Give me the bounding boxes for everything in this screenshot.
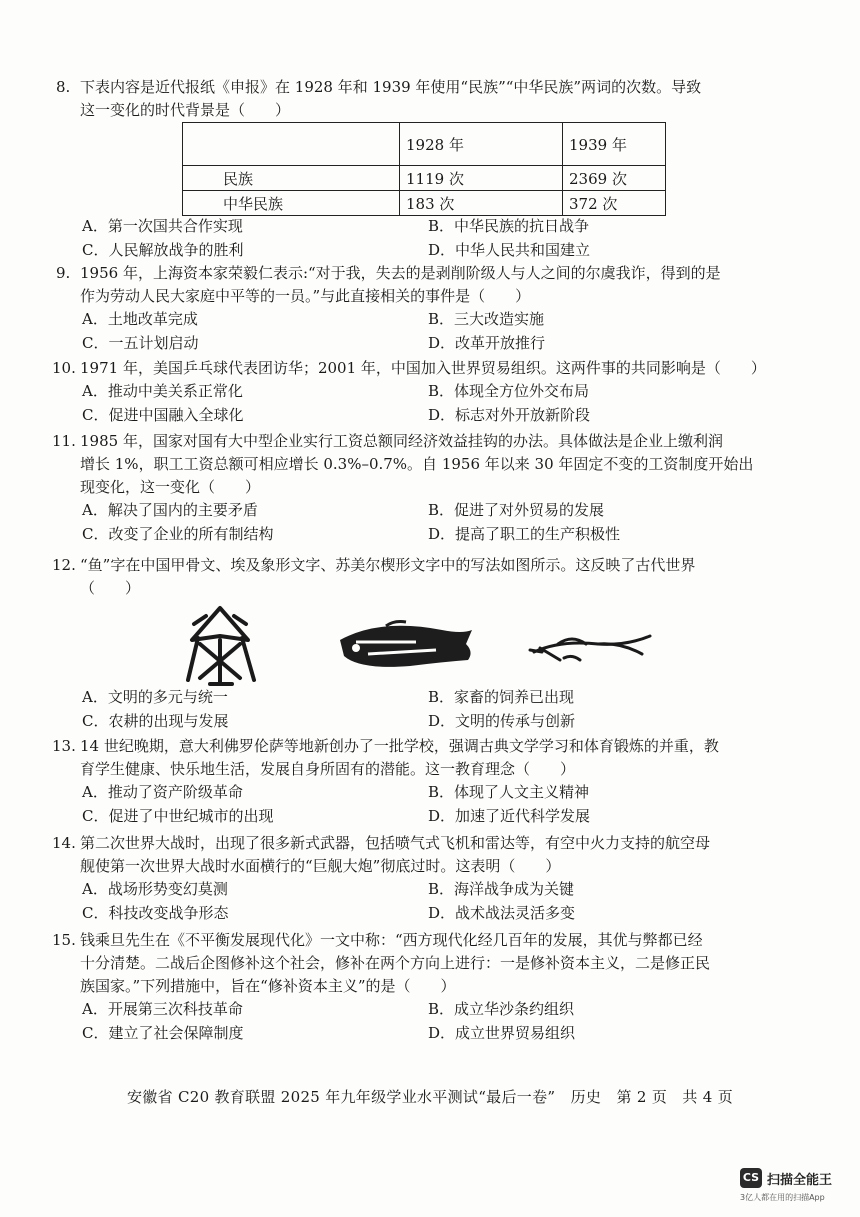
option-b[interactable]: B．三大改造实施 bbox=[428, 310, 545, 328]
option-c[interactable]: C．改变了企业的所有制结构 bbox=[82, 525, 274, 543]
question-12: 12. “鱼”字在中国甲骨文、埃及象形文字、苏美尔楔形文字中的写法如图所示。这反映了古代世界 （ ） bbox=[52, 556, 696, 597]
option-c[interactable]: C．促进了中世纪城市的出现 bbox=[82, 807, 274, 825]
option-c[interactable]: C．农耕的出现与发展 bbox=[82, 712, 229, 730]
question-15: 15. 钱乘旦先生在《不平衡发展现代化》一文中称：“西方现代化经几百年的发展，其优与弊都已经 十分清楚。二战后企图修补这个社会，修补在两个方向上进行：一是修补资本主义，二是修正民 族国家。”下列措施中，旨在“修补资本主义”的是（ ） A．开展第三次科技革命 B．成立华沙条约组织 C．建立了社会保障制度 D．成立世界贸易组织 bbox=[52, 929, 782, 1046]
logo-tagline: 3亿人都在用的扫描App bbox=[740, 1193, 825, 1202]
fish-script-figure bbox=[180, 600, 660, 690]
options-12 bbox=[52, 686, 782, 734]
egyptian-fish-icon bbox=[340, 622, 472, 667]
option-d[interactable]: D．标志对外开放新阶段 bbox=[428, 406, 591, 424]
option-d[interactable]: D．中华人民共和国建立 bbox=[428, 241, 591, 259]
option-a[interactable]: A．开展第三次科技革命 bbox=[82, 1000, 243, 1018]
option-d[interactable]: D．加速了近代科学发展 bbox=[428, 807, 591, 825]
question-8: 8. 下表内容是近代报纸《申报》在 1928 年和 1939 年使用“民族”“中华民族”两词的次数。导致 这一变化的时代背景是（ ） bbox=[56, 76, 786, 122]
statistics-table bbox=[182, 122, 666, 216]
question-stem: 8. 下表内容是近代报纸《申报》在 1928 年和 1939 年使用“民族”“中华民族”两词的次数。导致 bbox=[56, 78, 702, 96]
option-c[interactable]: C．人民解放战争的胜利 bbox=[82, 241, 244, 259]
page-footer: 安徽省 C20 教育联盟 2025 年九年级学业水平测试“最后一卷” 历史 第 2 页 共 4 页 bbox=[126, 1088, 733, 1106]
question-10: 10. 1971 年，美国乒乓球代表团访华；2001 年，中国加入世界贸易组织。这两件事的共同影响是（ ） A．推动中美关系正常化 B．体现全方位外交布局 C．促进中国融入全球化 D．标志对外开放新阶段 bbox=[52, 357, 782, 428]
option-d[interactable]: D．文明的传承与创新 bbox=[428, 712, 576, 730]
option-d[interactable]: D．战术战法灵活多变 bbox=[428, 904, 576, 922]
option-a[interactable]: A．土地改革完成 bbox=[82, 310, 198, 328]
option-c[interactable]: C．一五计划启动 bbox=[82, 334, 199, 352]
option-d[interactable]: D．成立世界贸易组织 bbox=[428, 1024, 576, 1042]
option-a[interactable]: A．解决了国内的主要矛盾 bbox=[82, 501, 258, 519]
question-13: 13. 14 世纪晚期，意大利佛罗伦萨等地新创办了一批学校，强调古典文学学习和体育锻炼的并重，教 育学生健康、快乐地生活，发展自身所固有的潜能。这一教育理念（ ） A．推动了资产阶级革命 B．体现了人文主义精神 C．促进了中世纪城市的出现 D．加速了近代科学发展 bbox=[52, 735, 782, 829]
option-c[interactable]: C．科技改变战争形态 bbox=[82, 904, 229, 922]
cs-logo-icon: CS bbox=[740, 1168, 762, 1188]
option-a[interactable]: A．文明的多元与统一 bbox=[82, 688, 228, 706]
logo-name: 扫描全能王 bbox=[767, 1173, 833, 1188]
option-b[interactable]: B．家畜的饲养已出现 bbox=[428, 688, 575, 706]
option-b[interactable]: B．中华民族的抗日战争 bbox=[428, 217, 590, 235]
option-c[interactable]: C．建立了社会保障制度 bbox=[82, 1024, 244, 1042]
question-14: 14. 第二次世界大战时，出现了很多新式武器，包括喷气式飞机和雷达等，有空中火力支持的航空母 舰使第一次世界大战时水面横行的“巨舰大炮”彻底过时。这表明（ ） A．战场形势变幻莫测 B．海洋战争成为关键 C．科技改变战争形态 D．战术战法灵活多变 bbox=[52, 832, 782, 926]
option-b[interactable]: B．促进了对外贸易的发展 bbox=[428, 501, 605, 519]
option-a[interactable]: A．推动中美关系正常化 bbox=[82, 382, 243, 400]
table-header-row: 1928 年 1939 年 bbox=[183, 123, 666, 166]
table-row: 民族 1119 次 2369 次 bbox=[183, 166, 666, 191]
option-a[interactable]: A．第一次国共合作实现 bbox=[82, 217, 243, 235]
option-a[interactable]: A．战场形势变幻莫测 bbox=[82, 880, 228, 898]
scanner-app-logo bbox=[740, 1168, 850, 1208]
option-b[interactable]: B．海洋战争成为关键 bbox=[428, 880, 575, 898]
question-11: 11. 1985 年，国家对国有大中型企业实行工资总额同经济效益挂钩的办法。具体做法是企业上缴利润 增长 1%，职工工资总额可相应增长 0.3%–0.7%。自 1956 年以来 30 年固定不变的工资制度开始出 现变化，这一变化（ ） A．解决了国内的主要矛盾 B．促进了对外贸易的发展 C．改变了企业的所有制结构 D．提高了职工的生产积极性 bbox=[52, 430, 782, 547]
option-b[interactable]: B．体现全方位外交布局 bbox=[428, 382, 590, 400]
table-row: 中华民族 183 次 372 次 bbox=[183, 191, 666, 216]
sumerian-fish-icon bbox=[530, 636, 650, 660]
options-8 bbox=[56, 215, 786, 263]
option-b[interactable]: B．体现了人文主义精神 bbox=[428, 783, 590, 801]
oracle-bone-fish-icon bbox=[188, 608, 254, 684]
option-d[interactable]: D．改革开放推行 bbox=[428, 334, 546, 352]
option-a[interactable]: A．推动了资产阶级革命 bbox=[82, 783, 243, 801]
option-c[interactable]: C．促进中国融入全球化 bbox=[82, 406, 244, 424]
option-d[interactable]: D．提高了职工的生产积极性 bbox=[428, 525, 621, 543]
option-b[interactable]: B．成立华沙条约组织 bbox=[428, 1000, 575, 1018]
question-9: 9. 1956 年，上海资本家荣毅仁表示:“对于我，失去的是剥削阶级人与人之间的尔虞我诈，得到的是 作为劳动人民大家庭中平等的一员。”与此直接相关的事件是（ ） A．土地改革完成 B．三大改造实施 C．一五计划启动 D．改革开放推行 bbox=[56, 262, 786, 356]
